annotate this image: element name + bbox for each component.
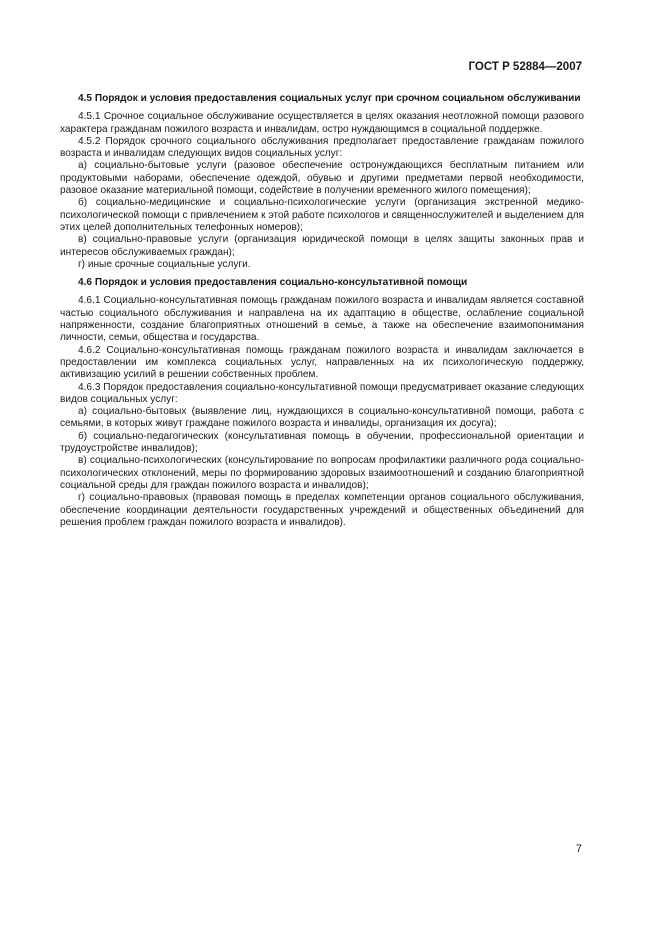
list-item-4-5-v: в) социально-правовые услуги (организация юридической помощи в целях защиты законных прав и интересов обслуживаемых граждан); [60, 234, 584, 258]
list-item-4-5-g: г) иные срочные социальные услуги. [78, 258, 251, 270]
paragraph-4-5-2: 4.5.2 Порядок срочного социального обслуживания предполагает предоставление гражданам пожилого возраста и инвалидам следующих видов социальных услуг: [60, 135, 584, 160]
list-item-4-5-a: а) социально-бытовые услуги (разовое обеспечение остронуждающихся бесплатным питанием или продуктовыми наборами, обеспечение одеждой, обувью и другими предметами первой необходимости, разовое оказание материальной помощи, содействие в получении временного жилого помещения); [60, 160, 584, 197]
list-item-4-6-v: в) социально-психологических (консультирование по вопросам профилактики различного рода социально-психологических отклонений, меры по формированию здоровых взаимоотношений и созданию благоприятной социальной среды для граждан пожилого возраста и инвалидов); [60, 455, 584, 491]
list-item-4-5-b: б) социально-медицинские и социально-психологические услуги (организация экстренной медико-психологической помощи с привлечением к этой работе психологов и священнослужителей и выделением для этих целей дополнительных телефонных номеров); [60, 197, 584, 233]
paragraph-4-6-2: 4.6.2 Социально-консультативная помощь гражданам пожилого возраста и инвалидам заключается в предоставлении им комплекса социальных услуг, направленных на их психологическую поддержку, активизацию усилий в решении собственных проблем. [60, 344, 584, 381]
paragraph-4-6-1: 4.6.1 Социально-консультативная помощь гражданам пожилого возраста и инвалидам является составной частью социального обслуживания и направлена на их адаптацию в обществе, ослабление социальной напряженности, создание благоприятных отношений в семье, а также на обеспечение взаимопонимания личности, семьи, общества и государства. [60, 295, 584, 344]
standard-header: ГОСТ Р 52884—2007 [468, 61, 582, 73]
section-4-6-title: 4.6 Порядок и условия предоставления социально-консультативной помощи [78, 277, 468, 289]
list-item-4-6-g: г) социально-правовых (правовая помощь в пределах компетенции органов социального обслуживания, обеспечение координации деятельности государственных учреждений и общественных объединений для решения проблем граждан пожилого возраста и инвалидов). [60, 492, 584, 528]
document-body [60, 93, 584, 529]
list-item-4-6-b: б) социально-педагогических (консультативная помощь в обучении, профессиональной ориентации и трудоустройстве инвалидов); [60, 430, 584, 455]
paragraph-4-6-3: 4.6.3 Порядок предоставления социально-консультативной помощи предусматривает оказание следующих видов социальных услуг: [60, 381, 584, 405]
paragraph-4-5-1: 4.5.1 Срочное социальное обслуживание осуществляется в целях оказания неотложной помощи разового характера гражданам пожилого возраста и инвалидам, остро нуждающимся в социальной поддержке. [60, 111, 584, 135]
section-4-5-title: 4.5 Порядок и условия предоставления социальных услуг при срочном социальном обслуживании [78, 93, 581, 104]
page-number: 7 [575, 843, 582, 855]
list-item-4-6-a: а) социально-бытовых (выявление лиц, нуждающихся в социально-консультативной помощи, работа с семьями, в которых живут граждане пожилого возраста и инвалиды, организация их досуга); [60, 406, 584, 430]
